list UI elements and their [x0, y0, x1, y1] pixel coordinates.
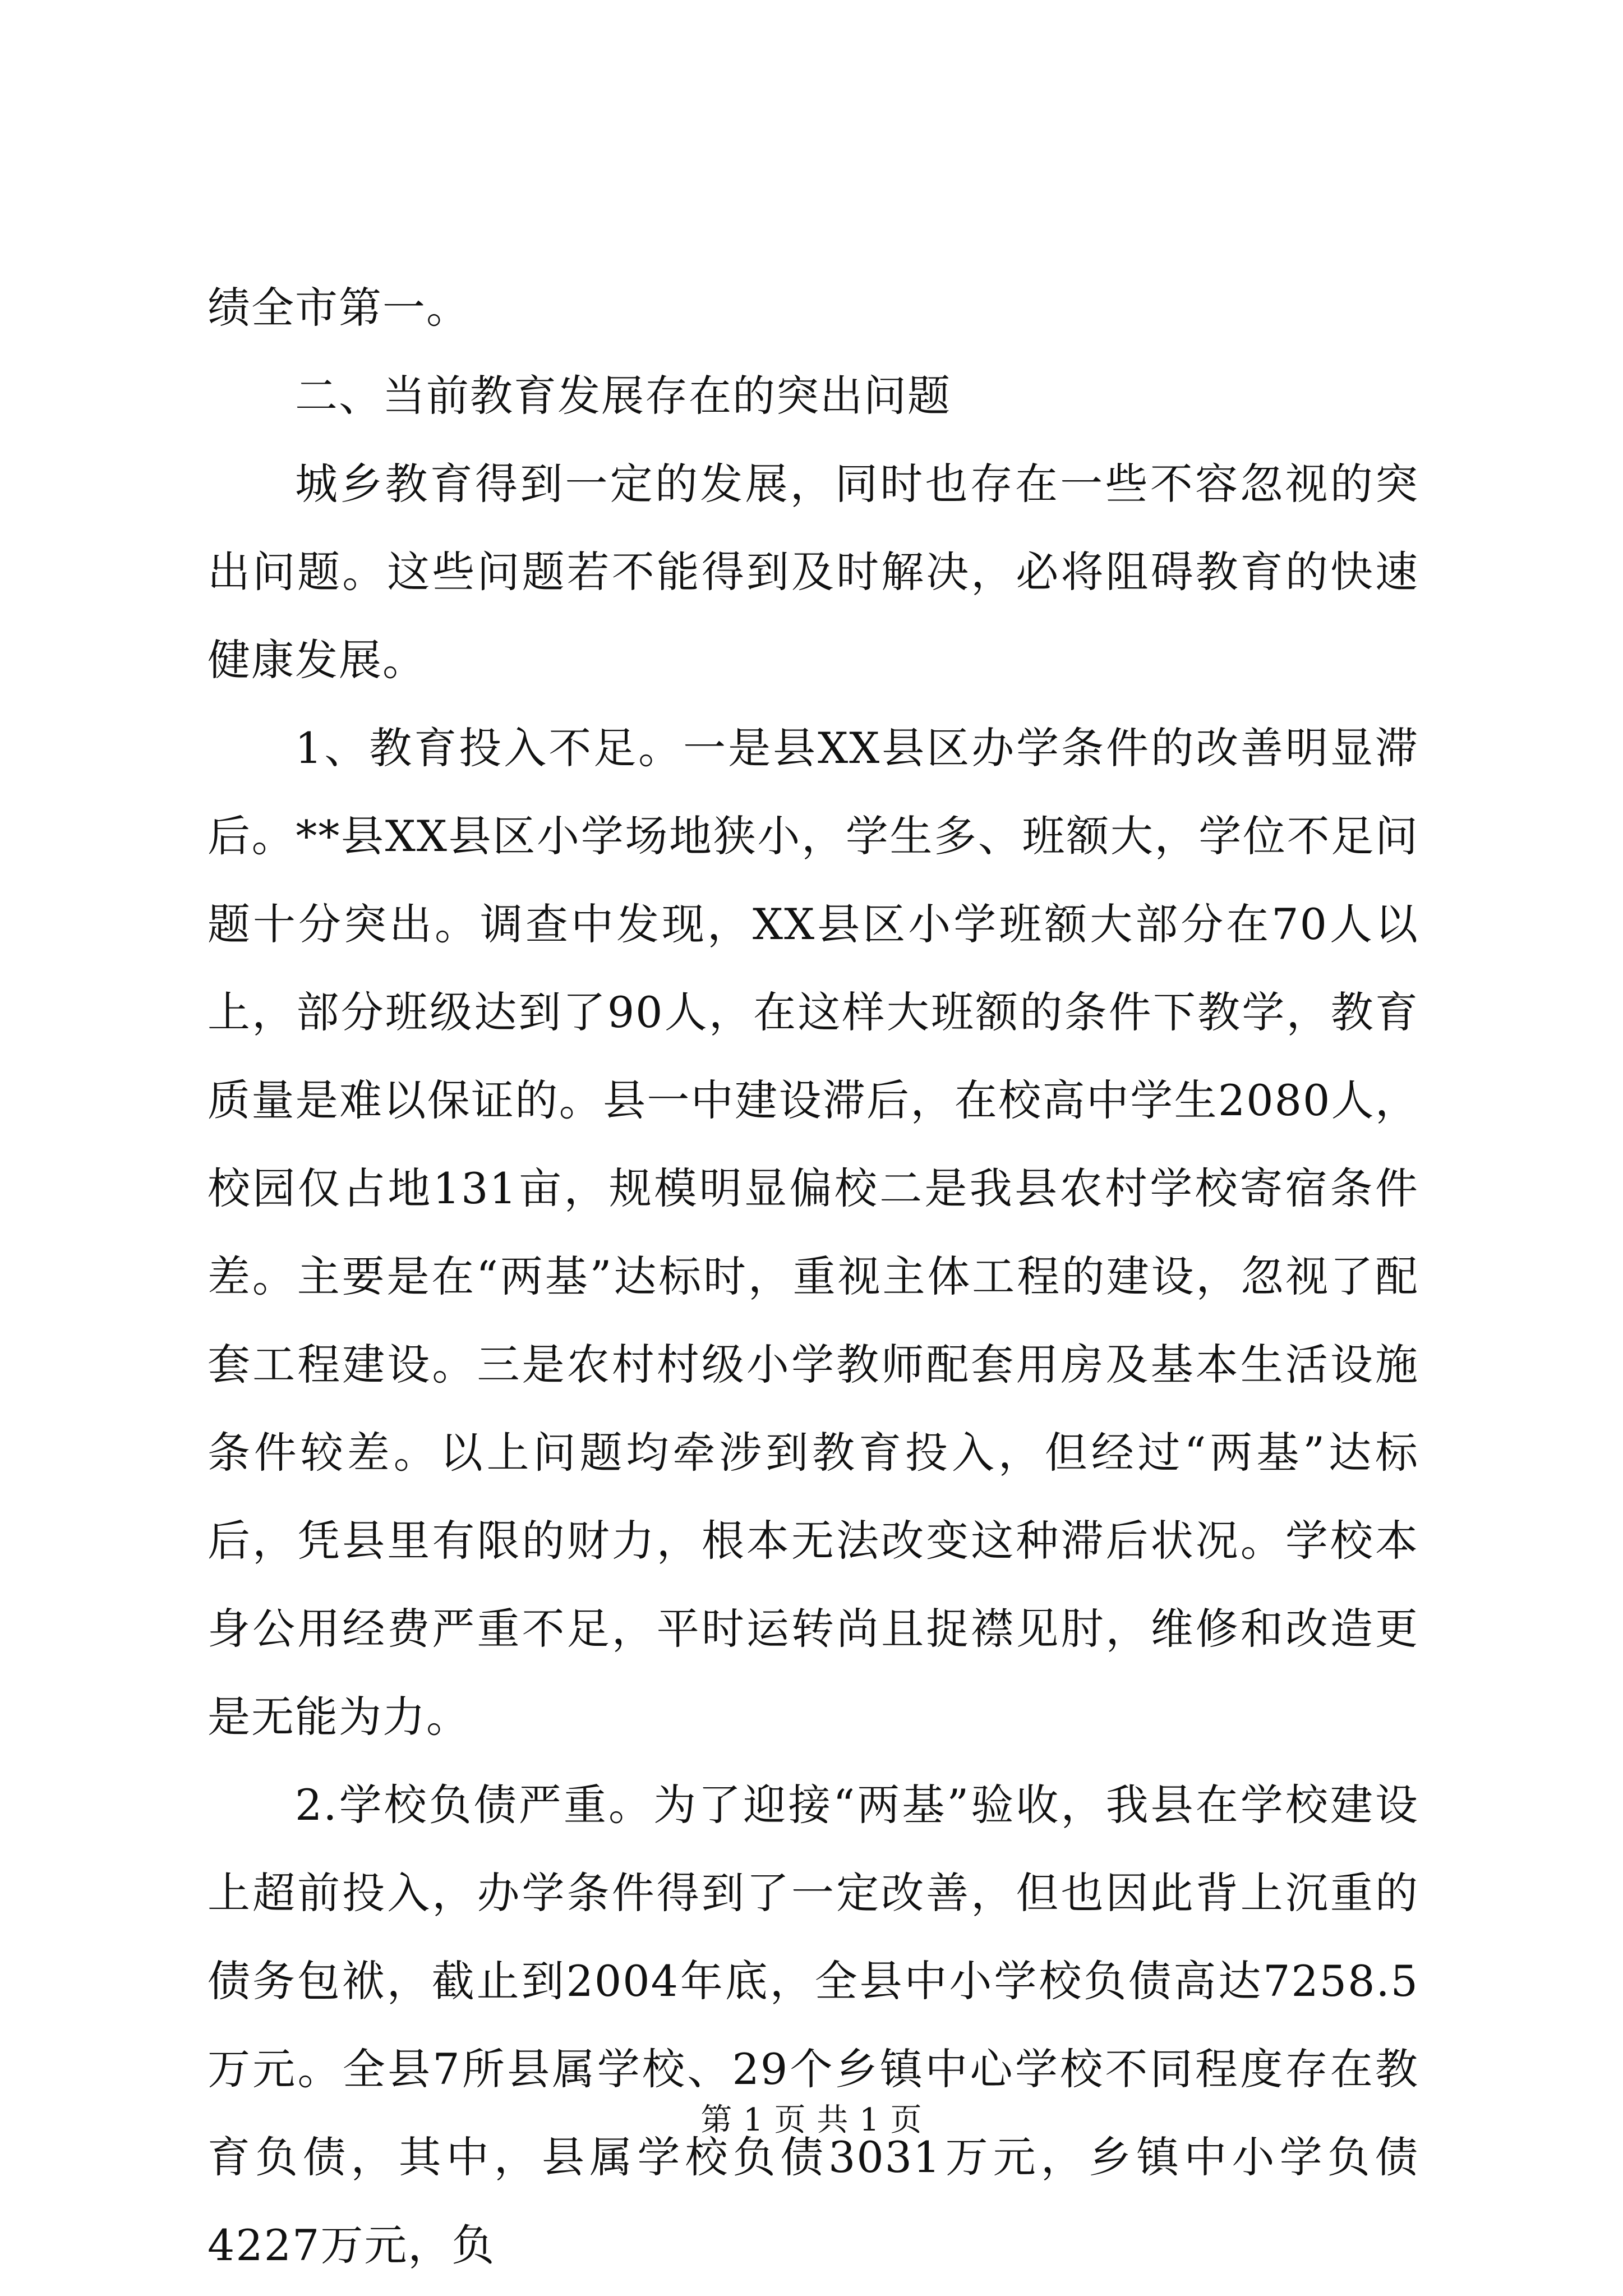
paragraph-continuation: 绩全市第一。 — [208, 283, 470, 333]
section-heading: 二、当前教育发展存在的突出问题 — [295, 371, 951, 421]
paragraph-point-1: 1、教育投入不足。一是县XX县区办学条件的改善明显滞后。**县XX县区小学场地狭小，学生多、班额大，学位不足问题十分突出。调查中发现，XX县区小学班额大部分在70人以上，部分班级达到了90人，在这样大班额的条件下教学，教育质量是难以保证的。县一中建设滞后，在校高中学生2080人，校园仅占地131亩，规模明显偏校二是我县农村学校寄宿条件差。主要是在“两基”达标时，重视主体工程的建设，忽视了配套工程建设。三是农村村级小学教师配套用房及基本生活设施条件较差。以上问题均牵涉到教育投入，但经过“两基”达标后，凭县里有限的财力，根本无法改变这种滞后状况。学校本身公用经费严重不足，平时运转尚且捉襟见肘，维修和改造更是无能为力。 — [208, 723, 1419, 1742]
page-footer: 第 1 页 共 1 页 — [700, 2102, 923, 2138]
document-body — [208, 264, 1419, 2289]
paragraph-point-2: 2.学校负债严重。为了迎接“两基”验收，我县在学校建设上超前投入，办学条件得到了一定改善，但也因此背上沉重的债务包袱，截止到2004年底，全县中小学校负债高达7258.5万元。全县7所县属学校、29个乡镇中心学校不同程度存在教育负债，其中，县属学校负债3031万元，乡镇中小学负债4227万元，负 — [208, 1780, 1419, 2270]
paragraph-intro: 城乡教育得到一定的发展，同时也存在一些不容忽视的突出问题。这些问题若不能得到及时解决，必将阻碍教育的快速健康发展。 — [208, 459, 1419, 685]
